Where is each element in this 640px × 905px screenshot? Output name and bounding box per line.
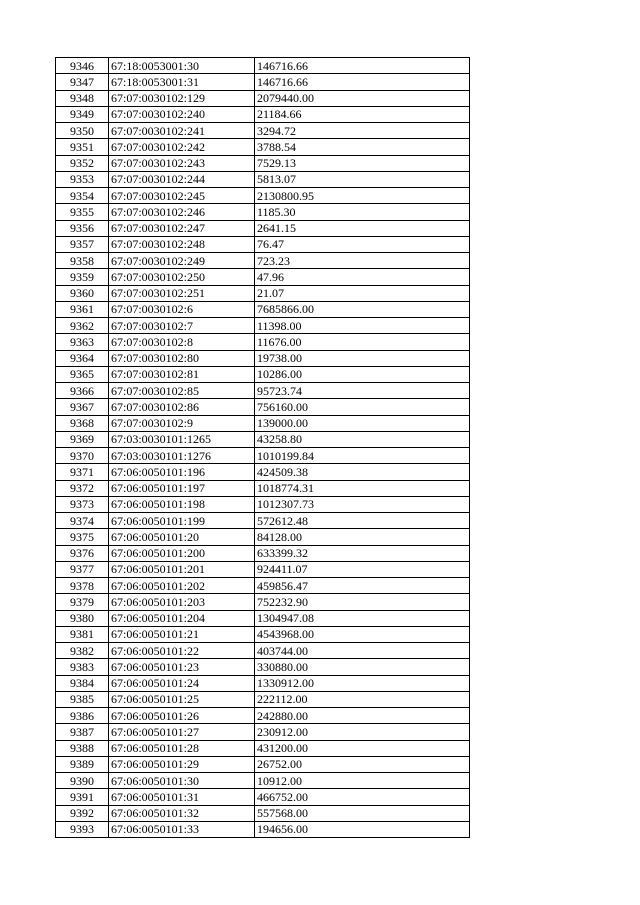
value-cell: 3294.72	[255, 123, 470, 139]
table-row	[56, 659, 470, 675]
table-row	[56, 464, 470, 480]
value-cell: 11676.00	[255, 334, 470, 350]
cadastral-number-cell: 67:06:0050101:202	[109, 578, 255, 594]
row-number-cell: 9368	[56, 415, 109, 431]
cadastral-number-cell: 67:06:0050101:24	[109, 675, 255, 691]
cadastral-number-cell: 67:06:0050101:25	[109, 691, 255, 707]
row-number-cell: 9382	[56, 643, 109, 659]
cadastral-number-cell: 67:07:0030102:246	[109, 204, 255, 220]
value-cell: 194656.00	[255, 821, 470, 837]
value-cell: 1010199.84	[255, 448, 470, 464]
row-number-cell: 9373	[56, 496, 109, 512]
row-number-cell: 9354	[56, 188, 109, 204]
cadastral-number-cell: 67:06:0050101:32	[109, 805, 255, 821]
value-cell: 330880.00	[255, 659, 470, 675]
table-row	[56, 724, 470, 740]
row-number-cell: 9371	[56, 464, 109, 480]
table-row	[56, 610, 470, 626]
table-row	[56, 285, 470, 301]
cadastral-number-cell: 67:06:0050101:26	[109, 708, 255, 724]
value-cell: 76.47	[255, 236, 470, 252]
value-cell: 139000.00	[255, 415, 470, 431]
data-table	[55, 57, 470, 838]
row-number-cell: 9346	[56, 58, 109, 74]
table-row	[56, 188, 470, 204]
cadastral-number-cell: 67:18:0053001:31	[109, 74, 255, 90]
value-cell: 21184.66	[255, 106, 470, 122]
value-cell: 924411.07	[255, 561, 470, 577]
row-number-cell: 9383	[56, 659, 109, 675]
value-cell: 2130800.95	[255, 188, 470, 204]
cadastral-number-cell: 67:18:0053001:30	[109, 58, 255, 74]
row-number-cell: 9381	[56, 626, 109, 642]
value-cell: 10286.00	[255, 366, 470, 382]
row-number-cell: 9372	[56, 480, 109, 496]
cadastral-number-cell: 67:06:0050101:200	[109, 545, 255, 561]
cadastral-number-cell: 67:06:0050101:204	[109, 610, 255, 626]
cadastral-number-cell: 67:06:0050101:30	[109, 773, 255, 789]
table-row	[56, 561, 470, 577]
cadastral-number-cell: 67:07:0030102:86	[109, 399, 255, 415]
cadastral-number-cell: 67:06:0050101:196	[109, 464, 255, 480]
row-number-cell: 9361	[56, 301, 109, 317]
table-row	[56, 675, 470, 691]
row-number-cell: 9379	[56, 594, 109, 610]
table-row	[56, 789, 470, 805]
value-cell: 21.07	[255, 285, 470, 301]
table-row	[56, 448, 470, 464]
row-number-cell: 9355	[56, 204, 109, 220]
cadastral-number-cell: 67:07:0030102:251	[109, 285, 255, 301]
value-cell: 431200.00	[255, 740, 470, 756]
table-row	[56, 366, 470, 382]
table-row	[56, 399, 470, 415]
value-cell: 10912.00	[255, 773, 470, 789]
cadastral-number-cell: 67:06:0050101:31	[109, 789, 255, 805]
row-number-cell: 9358	[56, 253, 109, 269]
table-row	[56, 691, 470, 707]
value-cell: 146716.66	[255, 58, 470, 74]
value-cell: 230912.00	[255, 724, 470, 740]
cadastral-number-cell: 67:07:0030102:6	[109, 301, 255, 317]
table-row	[56, 350, 470, 366]
table-row	[56, 415, 470, 431]
value-cell: 7685866.00	[255, 301, 470, 317]
table-row	[56, 513, 470, 529]
value-cell: 633399.32	[255, 545, 470, 561]
table-row	[56, 708, 470, 724]
table-row	[56, 236, 470, 252]
table-row	[56, 756, 470, 772]
row-number-cell: 9369	[56, 431, 109, 447]
cadastral-number-cell: 67:07:0030102:85	[109, 383, 255, 399]
row-number-cell: 9376	[56, 545, 109, 561]
value-cell: 1304947.08	[255, 610, 470, 626]
value-cell: 7529.13	[255, 155, 470, 171]
row-number-cell: 9387	[56, 724, 109, 740]
cadastral-number-cell: 67:06:0050101:21	[109, 626, 255, 642]
cadastral-number-cell: 67:06:0050101:199	[109, 513, 255, 529]
row-number-cell: 9375	[56, 529, 109, 545]
cadastral-number-cell: 67:07:0030102:80	[109, 350, 255, 366]
table-row	[56, 74, 470, 90]
row-number-cell: 9389	[56, 756, 109, 772]
cadastral-number-cell: 67:07:0030102:250	[109, 269, 255, 285]
table-row	[56, 90, 470, 106]
value-cell: 11398.00	[255, 318, 470, 334]
table-row	[56, 643, 470, 659]
table-row	[56, 626, 470, 642]
table-row	[56, 480, 470, 496]
row-number-cell: 9386	[56, 708, 109, 724]
table-row	[56, 431, 470, 447]
table-row	[56, 220, 470, 236]
cadastral-number-cell: 67:06:0050101:198	[109, 496, 255, 512]
row-number-cell: 9392	[56, 805, 109, 821]
table-row	[56, 318, 470, 334]
cadastral-number-cell: 67:07:0030102:243	[109, 155, 255, 171]
table-row	[56, 269, 470, 285]
value-cell: 43258.80	[255, 431, 470, 447]
value-cell: 752232.90	[255, 594, 470, 610]
value-cell: 3788.54	[255, 139, 470, 155]
row-number-cell: 9366	[56, 383, 109, 399]
value-cell: 466752.00	[255, 789, 470, 805]
value-cell: 26752.00	[255, 756, 470, 772]
row-number-cell: 9385	[56, 691, 109, 707]
row-number-cell: 9364	[56, 350, 109, 366]
value-cell: 2079440.00	[255, 90, 470, 106]
value-cell: 403744.00	[255, 643, 470, 659]
cadastral-number-cell: 67:06:0050101:33	[109, 821, 255, 837]
value-cell: 84128.00	[255, 529, 470, 545]
cadastral-number-cell: 67:06:0050101:20	[109, 529, 255, 545]
row-number-cell: 9356	[56, 220, 109, 236]
table-row	[56, 821, 470, 837]
row-number-cell: 9367	[56, 399, 109, 415]
table-row	[56, 139, 470, 155]
table-row	[56, 773, 470, 789]
row-number-cell: 9353	[56, 171, 109, 187]
value-cell: 424509.38	[255, 464, 470, 480]
row-number-cell: 9388	[56, 740, 109, 756]
cadastral-number-cell: 67:07:0030102:7	[109, 318, 255, 334]
value-cell: 572612.48	[255, 513, 470, 529]
cadastral-number-cell: 67:03:0030101:1276	[109, 448, 255, 464]
cadastral-number-cell: 67:03:0030101:1265	[109, 431, 255, 447]
table-row	[56, 253, 470, 269]
value-cell: 4543968.00	[255, 626, 470, 642]
value-cell: 242880.00	[255, 708, 470, 724]
cadastral-number-cell: 67:06:0050101:28	[109, 740, 255, 756]
table-row	[56, 123, 470, 139]
value-cell: 47.96	[255, 269, 470, 285]
value-cell: 1330912.00	[255, 675, 470, 691]
cadastral-number-cell: 67:06:0050101:29	[109, 756, 255, 772]
cadastral-number-cell: 67:07:0030102:81	[109, 366, 255, 382]
table-row	[56, 383, 470, 399]
row-number-cell: 9365	[56, 366, 109, 382]
row-number-cell: 9380	[56, 610, 109, 626]
row-number-cell: 9384	[56, 675, 109, 691]
value-cell: 1185.30	[255, 204, 470, 220]
value-cell: 756160.00	[255, 399, 470, 415]
row-number-cell: 9350	[56, 123, 109, 139]
value-cell: 95723.74	[255, 383, 470, 399]
table-row	[56, 529, 470, 545]
table-row	[56, 496, 470, 512]
row-number-cell: 9347	[56, 74, 109, 90]
cadastral-number-cell: 67:07:0030102:241	[109, 123, 255, 139]
cadastral-number-cell: 67:06:0050101:27	[109, 724, 255, 740]
row-number-cell: 9378	[56, 578, 109, 594]
cadastral-number-cell: 67:06:0050101:201	[109, 561, 255, 577]
cadastral-number-cell: 67:07:0030102:249	[109, 253, 255, 269]
cadastral-number-cell: 67:07:0030102:245	[109, 188, 255, 204]
value-cell: 222112.00	[255, 691, 470, 707]
table-row	[56, 805, 470, 821]
cadastral-number-cell: 67:07:0030102:129	[109, 90, 255, 106]
table-row	[56, 155, 470, 171]
table-row	[56, 594, 470, 610]
row-number-cell: 9390	[56, 773, 109, 789]
row-number-cell: 9377	[56, 561, 109, 577]
cadastral-number-cell: 67:07:0030102:247	[109, 220, 255, 236]
value-cell: 459856.47	[255, 578, 470, 594]
value-cell: 1012307.73	[255, 496, 470, 512]
cadastral-number-cell: 67:06:0050101:22	[109, 643, 255, 659]
table-row	[56, 545, 470, 561]
table-row	[56, 334, 470, 350]
cadastral-number-cell: 67:07:0030102:244	[109, 171, 255, 187]
row-number-cell: 9363	[56, 334, 109, 350]
row-number-cell: 9391	[56, 789, 109, 805]
cadastral-number-cell: 67:06:0050101:197	[109, 480, 255, 496]
row-number-cell: 9348	[56, 90, 109, 106]
table-row	[56, 301, 470, 317]
row-number-cell: 9359	[56, 269, 109, 285]
row-number-cell: 9393	[56, 821, 109, 837]
cadastral-number-cell: 67:07:0030102:9	[109, 415, 255, 431]
row-number-cell: 9351	[56, 139, 109, 155]
cadastral-number-cell: 67:06:0050101:203	[109, 594, 255, 610]
cadastral-number-cell: 67:07:0030102:242	[109, 139, 255, 155]
value-cell: 723.23	[255, 253, 470, 269]
table-row	[56, 578, 470, 594]
table-row	[56, 740, 470, 756]
cadastral-number-cell: 67:07:0030102:248	[109, 236, 255, 252]
value-cell: 2641.15	[255, 220, 470, 236]
value-cell: 1018774.31	[255, 480, 470, 496]
table-row	[56, 58, 470, 74]
cadastral-number-cell: 67:07:0030102:240	[109, 106, 255, 122]
value-cell: 19738.00	[255, 350, 470, 366]
row-number-cell: 9362	[56, 318, 109, 334]
table-row	[56, 171, 470, 187]
value-cell: 5813.07	[255, 171, 470, 187]
row-number-cell: 9352	[56, 155, 109, 171]
value-cell: 146716.66	[255, 74, 470, 90]
row-number-cell: 9374	[56, 513, 109, 529]
data-table-body	[56, 58, 470, 838]
row-number-cell: 9370	[56, 448, 109, 464]
row-number-cell: 9360	[56, 285, 109, 301]
value-cell: 557568.00	[255, 805, 470, 821]
table-row	[56, 204, 470, 220]
cadastral-number-cell: 67:06:0050101:23	[109, 659, 255, 675]
row-number-cell: 9357	[56, 236, 109, 252]
table-row	[56, 106, 470, 122]
row-number-cell: 9349	[56, 106, 109, 122]
cadastral-number-cell: 67:07:0030102:8	[109, 334, 255, 350]
